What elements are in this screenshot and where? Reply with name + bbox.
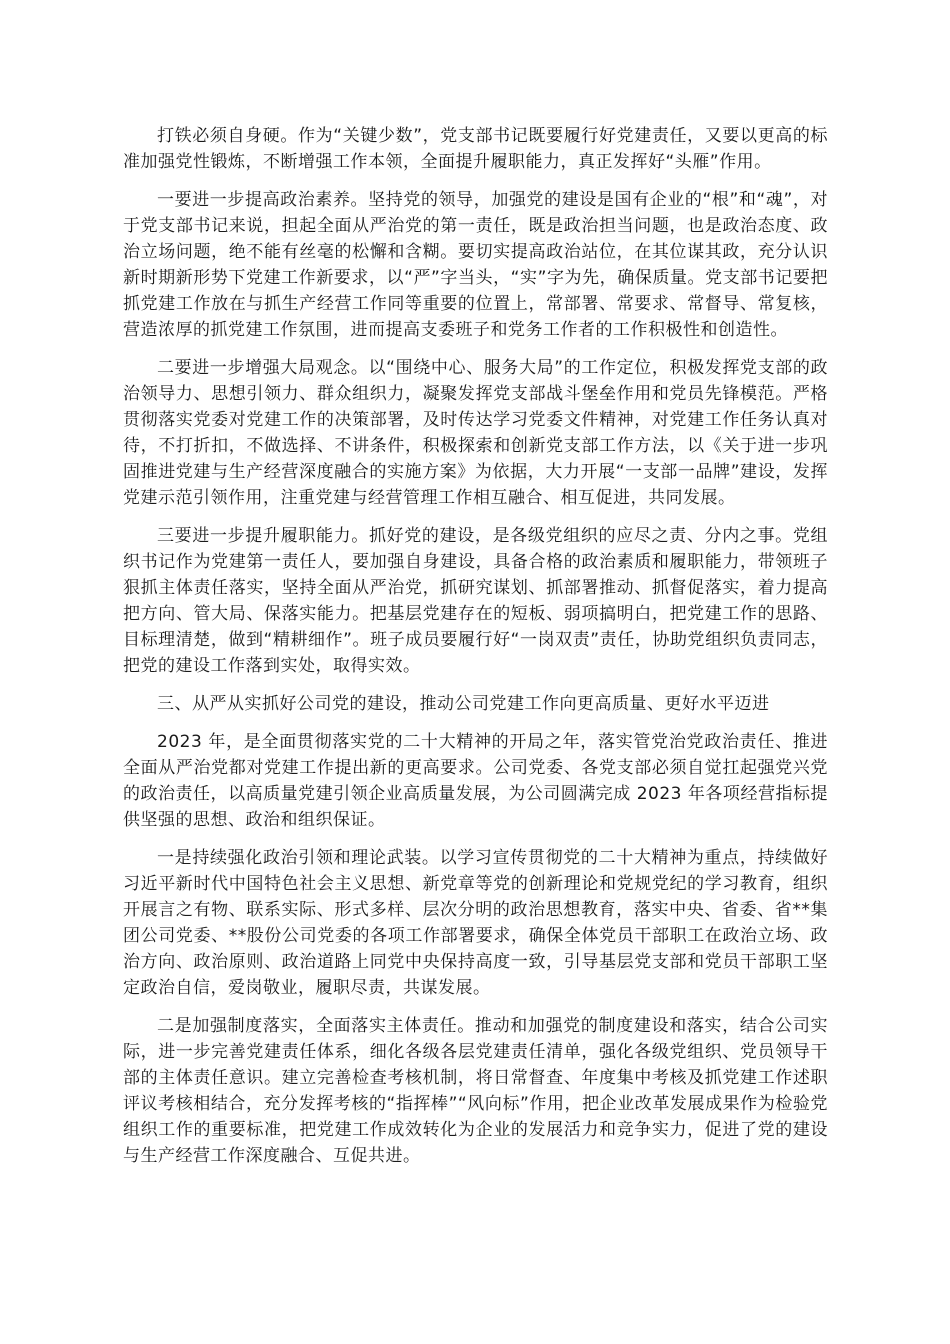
- paragraph-system-implementation: 二是加强制度落实，全面落实主体责任。推动和加强党的制度建设和落实，结合公司实际，进一步完善党建责任体系，细化各级各层党建责任清单，强化各级党组织、党员领导干部的主体责任意识。建立完善检查考核机制，将日常督查、年度集中考核及抓党建工作述职评议考核相结合，充分发挥考核的“指挥棒”“风向标”作用，把企业改革发展成果作为检验党组织工作的重要标准，把党建工作成效转化为企业的发展活力和竞争实力，促进了党的建设与生产经营工作深度融合、互促共进。: [123, 1016, 828, 1166]
- section-heading-three: 三、从严从实抓好公司党的建设，推动公司党建工作向更高质量、更好水平迈进: [157, 694, 770, 714]
- paragraph-duty-ability: 三要进一步提升履职能力。抓好党的建设，是各级党组织的应尽之责、分内之事。党组织书记作为党建第一责任人，要加强自身建设，具备合格的政治素质和履职能力，带领班子狠抓主体责任落实，坚持全面从严治党，抓研究谋划、抓部署推动、抓督促落实，着力提高把方向、管大局、保落实能力。把基层党建存在的短板、弱项搞明白，把党建工作的思路、目标理清楚，做到“精耕细作”。班子成员要履行好“一岗双责”责任，协助党组织负责同志，把党的建设工作落到实处，取得实效。: [123, 526, 828, 676]
- paragraph-2023-overview: 2023 年，是全面贯彻落实党的二十大精神的开局之年，落实管党治党政治责任、推进全面从严治党都对党建工作提出新的更高要求。公司党委、各党支部必须自觉扛起强党兴党的政治责任，以高质量党建引领企业高质量发展，为公司圆满完成 2023 年各项经营指标提供坚强的思想、政治和组织保证。: [123, 732, 828, 830]
- paragraph-overall-view: 二要进一步增强大局观念。以“围绕中心、服务大局”的工作定位，积极发挥党支部的政治领导力、思想引领力、群众组织力，凝聚发挥党支部战斗堡垒作用和党员先锋模范。严格贯彻落实党委对党建工作的决策部署，及时传达学习党委文件精神，对党建工作任务认真对待，不打折扣，不做选择、不讲条件，积极探索和创新党支部工作方法，以《关于进一步巩固推进党建与生产经营深度融合的实施方案》为依据，大力开展“一支部一品牌”建设，发挥党建示范引领作用，注重党建与经营管理工作相互融合、相互促进，共同发展。: [123, 358, 828, 508]
- document-body: [123, 123, 828, 1181]
- paragraph-political-quality: 一要进一步提高政治素养。坚持党的领导，加强党的建设是国有企业的“根”和“魂”，对于党支部书记来说，担起全面从严治党的第一责任，既是政治担当问题，也是政治态度、政治立场问题，绝不能有丝毫的松懈和含糊。要切实提高政治站位，在其位谋其政，充分认识新时期新形势下党建工作新要求，以“严”字当头，“实”字为先，确保质量。党支部书记要把抓党建工作放在与抓生产经营工作同等重要的位置上，常部署、常要求、常督导、常复核，营造浓厚的抓党建工作氛围，进而提高支委班子和党务工作者的工作积极性和创造性。: [123, 190, 828, 340]
- paragraph-self-discipline: 打铁必须自身硬。作为“关键少数”，党支部书记既要履行好党建责任，又要以更高的标准加强党性锻炼，不断增强工作本领，全面提升履职能力，真正发挥好“头雁”作用。: [123, 126, 828, 172]
- paragraph-political-guidance: 一是持续强化政治引领和理论武装。以学习宣传贯彻党的二十大精神为重点，持续做好习近平新时代中国特色社会主义思想、新党章等党的创新理论和党规党纪的学习教育，组织开展言之有物、联系实际、形式多样、层次分明的政治思想教育，落实中央、省委、省**集团公司党委、**股份公司党委的各项工作部署要求，确保全体党员干部职工在政治立场、政治方向、政治原则、政治道路上同党中央保持高度一致，引导基层党支部和党员干部职工坚定政治自信，爱岗敬业，履职尽责，共谋发展。: [123, 848, 828, 998]
